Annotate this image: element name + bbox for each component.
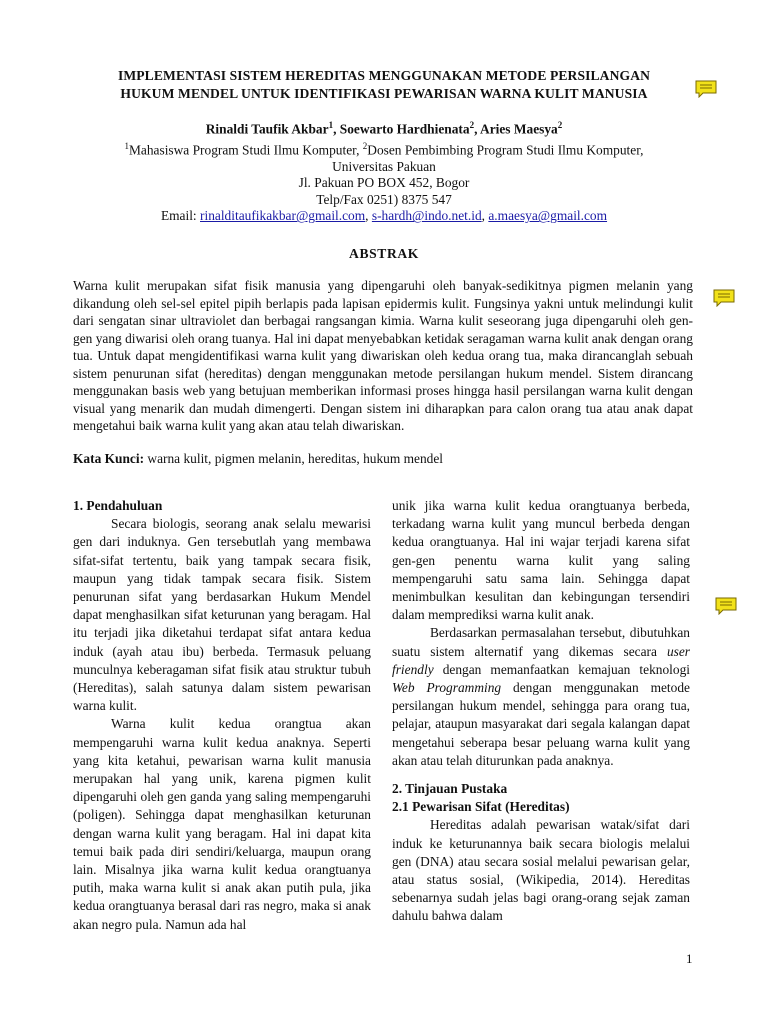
author-names [60, 117, 708, 138]
title-line-1: IMPLEMENTASI SISTEM HEREDITAS MENGGUNAKAN METODE PERSILANGAN [117, 68, 651, 83]
paragraph [392, 624, 690, 770]
author-2-sup: 2 [469, 120, 475, 130]
email-sep-1: , [365, 208, 372, 224]
paper-title [60, 67, 708, 103]
university: Universitas Pakuan [332, 158, 436, 174]
section-1-heading: 1. Pendahuluan [73, 498, 163, 513]
paragraph: Secara biologis, seorang anak selalu mewarisi gen dari induknya. Gen tersebutlah yang membawa sifat-sifat tertentu, baik yang tampak secara fisik, maupun yang tidak tampak secara fisik. Sistem penurunan sifat yang berdasarkan Hukum Mendel dapat menghasilkan sifat keturunan yang beragam. Hal itu terjadi jika diketahui terdapat sifat antara kedua induk (ayah atau ibu) berbeda. Termasuk peluang munculnya keberagaman sifat fisik atau struktur tubuh (Hereditas), salah satunya dalam sistem pewarisan warna kulit. [73, 516, 371, 714]
affiliation-2: Dosen Pembimbing Program Studi Ilmu Komputer, [367, 142, 644, 158]
section-2-1-heading: 2.1 Pewarisan Sifat (Hereditas) [392, 799, 570, 815]
keywords-text: warna kulit, pigmen melanin, hereditas, hukum mendel [144, 451, 444, 466]
title-line-2: HUKUM MENDEL UNTUK IDENTIFIKASI PEWARISAN WARNA KULIT MANUSIA [120, 86, 648, 101]
email-label: Email: [160, 208, 201, 224]
email-sep-2: , [481, 208, 489, 224]
text-run: Berdasarkan permasalahan tersebut, dibutuhkan suatu sistem alternatif yang dikemas secara [392, 625, 690, 659]
paragraph: Hereditas adalah pewarisan watak/sifat dari induk ke keturunannya baik secara biologis melalui gen (DNA) atau secara sosial melalui pewarisan gelar, atau status sosial, (Wikipedia, 2014). Hereditas sebenarnya sudah jelas bagi orang-orang sejak zaman dahulu bahwa dalam [392, 817, 690, 924]
author-block [60, 117, 708, 225]
italic-term: user friendly [392, 643, 690, 677]
comment-shape [696, 81, 716, 97]
paragraph: Warna kulit kedua orangtua akan mempengaruhi warna kulit kedua anaknya. Seperti yang kita ketahui, pewarisan warna kulit manusia merupakan hal yang unik, karena pigmen kulit dipengaruhi oleh gen ganda yang saling mempengaruhi (poligen). Sehingga dapat menghasilkan keturunan dengan warna kulit yang beragam. Hal ini dapat kita temui baik pada diri sendiri/keluarga, maupun orang lain. Misalnya jika warna kulit kedua orangtuanya putih, maka warna kulit si anak akan putih pula, jika kedua orangtuanya berasal dari ras negro, maka si anak akan negro pula. Namun ada hal [73, 716, 371, 932]
text-run: dengan memanfaatkan kemajuan teknologi [433, 661, 690, 677]
aff-sup-1: 1 [124, 140, 129, 151]
author-3-sup: 2 [557, 120, 563, 130]
author-1-sup: 1 [328, 120, 334, 130]
author-1: Rinaldi Taufik Akbar [205, 121, 329, 137]
abstract-text: Warna kulit merupakan sifat fisik manusia yang dipengaruhi oleh banyak-sedikitnya pigmen melanin yang dikandung oleh sel-sel epitel pipih berlapis pada lapisan epidermis kulit. Fungsinya yakni untuk melindungi kulit dari sengatan sinar ultraviolet dan berbagai rangsangan kimia. Warna kulit seseorang juga dipengaruhi oleh gen-gen yang diwarisi oleh orang tuanya. Hal ini dapat menyebabkan ketidak seragaman warna kulit anak dengan orang tua. Untuk dapat mengidentifikasi warna kulit yang diwariskan oleh kedua orang tua, maka dirancanglah sebuah sistem penurunan sifat (hereditas) dengan menggunakan metode persilangan hukum mendel. Sistem dirancang menggunakan basis web yang betujuan memberikan informasi proses hingga hasil persilangan warna kulit dengan visual yang menarik dan mudah dimengerti. Dengan sistem ini diharapkan para calon orang tua atau anak dapat mengetahui baik warna kulit yang akan atau telah diwariskan. [73, 278, 693, 433]
author-3: , Aries Maesya [474, 121, 558, 137]
email-link-3[interactable]: a.maesya@gmail.com [488, 208, 608, 224]
paragraph: unik jika warna kulit kedua orangtuanya berbeda, terkadang warna kulit yang muncul berbeda dengan kedua orangtuanya. Hal ini wajar terjadi karena sifat gen-gen penentu warna kulit yang saling mempengaruhi satu sama lain. Sehingga dapat menimbulkan kesulitan dan kebingungan tersendiri dalam memprediksi warna kulit anak. [392, 498, 690, 623]
email-link-2[interactable]: s-hardh@indo.net.id [371, 208, 482, 224]
phone: Telp/Fax 0251) 8375 547 [316, 191, 452, 207]
section-2-heading: 2. Tinjauan Pustaka [392, 781, 508, 797]
address: Jl. Pakuan PO BOX 452, Bogor [298, 175, 470, 191]
email-link-1[interactable]: rinalditaufikakbar@gmail.com [200, 208, 366, 224]
text-run: dengan menggunakan metode persilangan hukum mendel, sehingga para orang tua, pelajar, ataupun masyarakat dari segala kalangan dapat mengetahui seberapa besar peluang warna kulit yang akan atau telah diturunkan pada anaknya. [392, 680, 690, 768]
abstract-heading: ABSTRAK [349, 246, 419, 261]
email-line [60, 208, 708, 225]
comment-icon[interactable] [714, 597, 738, 615]
affiliation-1: Mahasiswa Program Studi Ilmu Komputer, [129, 142, 363, 158]
comment-icon[interactable] [712, 289, 736, 307]
right-column [392, 497, 690, 926]
keywords-label: Kata Kunci: [73, 451, 145, 466]
author-2: , Soewarto Hardhienata [333, 121, 470, 137]
comment-icon[interactable] [694, 80, 718, 98]
italic-term: Web Programming [392, 680, 502, 696]
page-number: 1 [686, 951, 693, 966]
keywords [73, 450, 693, 468]
aff-sup-2: 2 [362, 140, 368, 151]
left-column [73, 497, 371, 934]
affiliation-line [60, 138, 708, 159]
